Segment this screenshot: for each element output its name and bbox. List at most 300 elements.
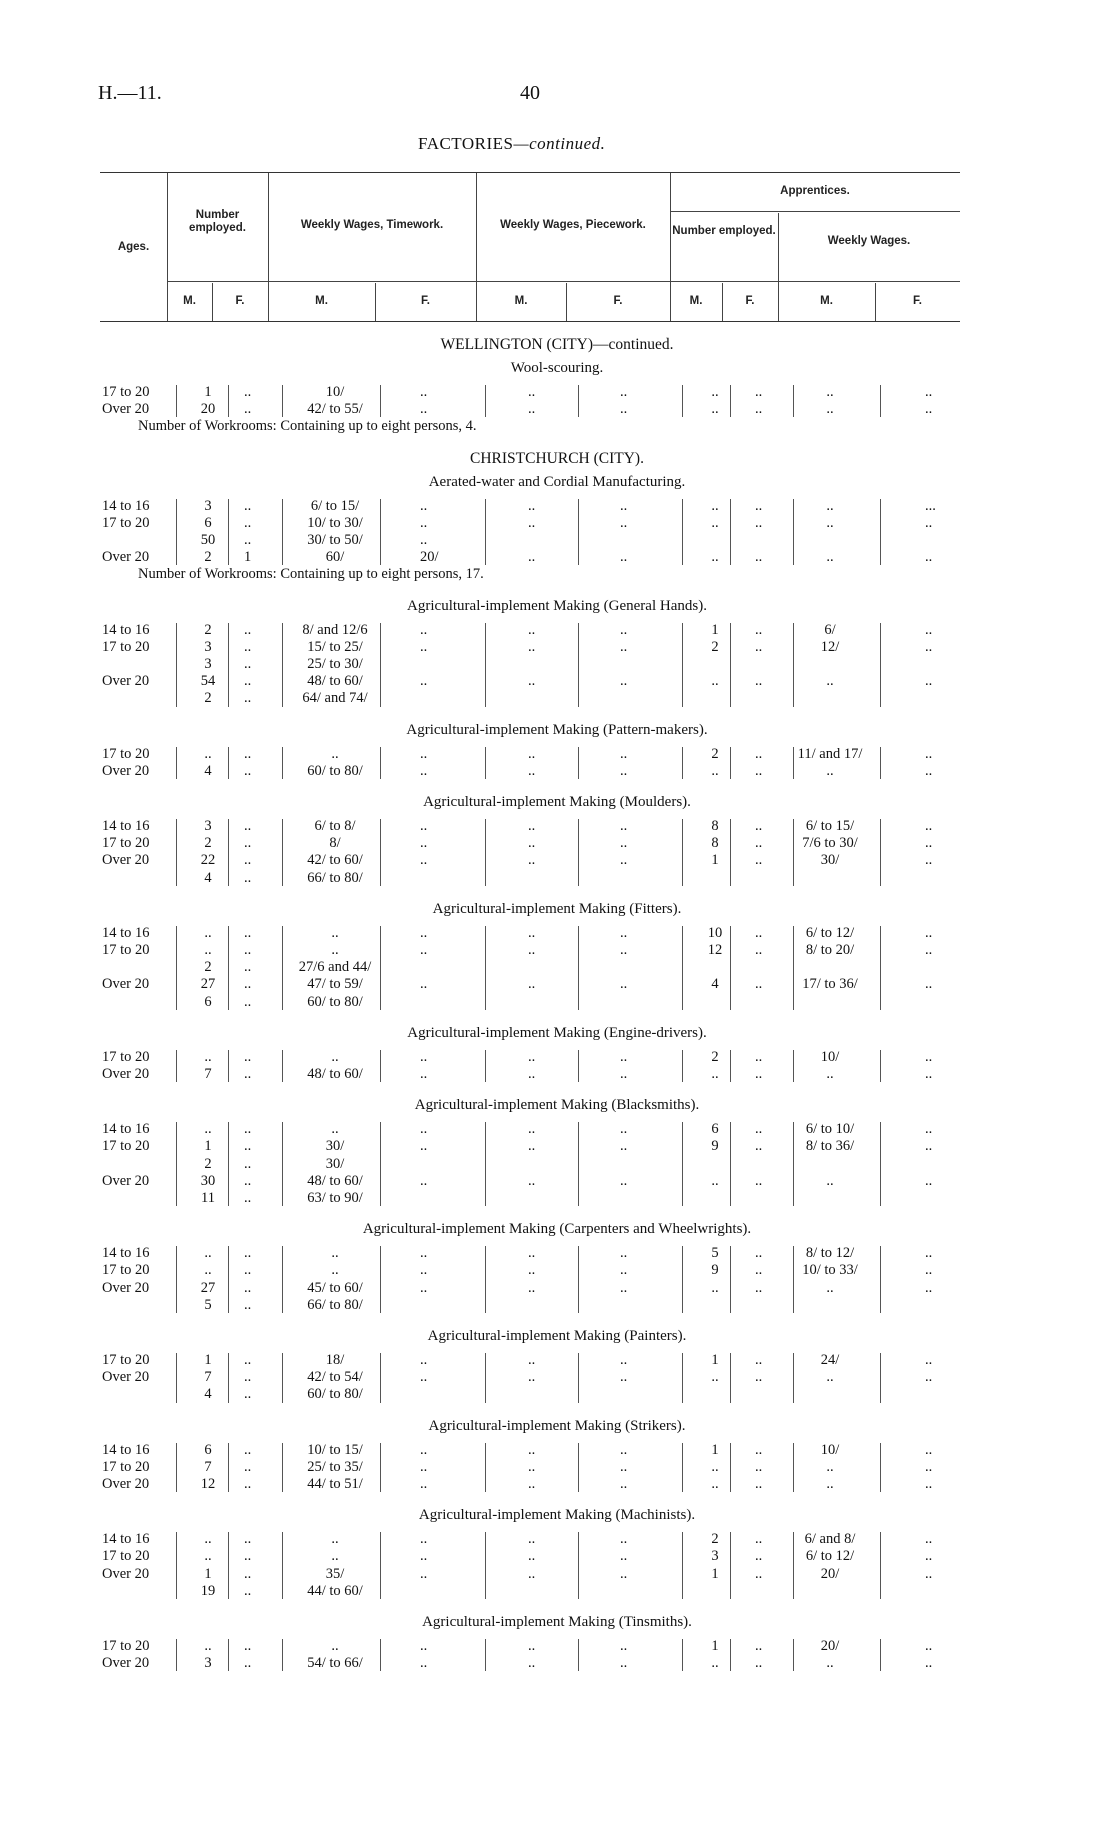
piecework-female-cell: ..: [620, 1441, 628, 1458]
table-row: [0, 852, 1114, 869]
timework-male-cell: 30/ to 50/: [307, 532, 363, 548]
piecework-female-cell: ..: [620, 852, 628, 869]
column-rule: [793, 1443, 794, 1493]
apprentice-number-female-cell: ..: [755, 673, 763, 690]
timework-male-cell: 48/ to 60/: [307, 673, 363, 690]
number-male-cell: ..: [204, 1121, 212, 1138]
apprentice-number-female-cell: ..: [755, 1441, 763, 1458]
number-female-cell: ..: [244, 1245, 252, 1262]
apprentice-number-female-cell: ..: [755, 835, 763, 852]
apprentice-wages-female-cell: ...: [925, 497, 936, 514]
piecework-male-cell: ..: [528, 673, 536, 690]
apprentice-number-female-cell: ..: [755, 1262, 763, 1279]
piecework-female-cell: ..: [620, 1476, 628, 1492]
column-rule: [228, 819, 229, 886]
age-cell: 14 to 16: [102, 1245, 150, 1262]
column-rule: [793, 385, 794, 417]
number-female-cell: ..: [244, 384, 252, 400]
age-cell: 14 to 16: [102, 1121, 150, 1138]
timework-female-cell: ..: [420, 514, 428, 531]
apprentice-wages-male-cell: 20/: [820, 1565, 840, 1582]
number-male-cell: 3: [204, 1655, 212, 1672]
number-male-cell: 6: [204, 514, 212, 531]
apprentice-number-male-cell: 8: [711, 835, 719, 852]
timework-male-cell: 42/ to 55/: [307, 401, 363, 418]
industry-heading: Agricultural-implement Making (Moulders).: [423, 794, 691, 810]
timework-female-cell: ..: [420, 1531, 428, 1548]
apprentice-number-male-cell: ..: [711, 1279, 719, 1296]
table-row: [0, 959, 1114, 976]
column-rule: [228, 1639, 229, 1671]
apprentice-number-male-cell: ..: [711, 401, 719, 418]
column-rule: [176, 385, 177, 417]
apprentice-number-male-cell: 1: [711, 1441, 719, 1458]
age-cell: 17 to 20: [102, 1048, 150, 1065]
number-female-cell: ..: [244, 514, 252, 531]
timework-male-cell: 66/ to 80/: [307, 1296, 363, 1313]
apprentice-wages-female-cell: ..: [925, 621, 933, 638]
piecework-female-cell: ..: [620, 514, 628, 531]
apprentice-number-male-cell: ..: [711, 1458, 719, 1475]
header-number-employed: Number employed.: [189, 209, 246, 234]
table-row: [0, 656, 1114, 673]
apprentice-number-female-cell: ..: [755, 1172, 763, 1189]
piecework-female-cell: ..: [620, 1262, 628, 1279]
piecework-female-cell: ..: [620, 638, 628, 655]
piecework-female-cell: ..: [620, 384, 628, 400]
column-rule: [682, 1246, 683, 1313]
number-female-cell: ..: [244, 835, 252, 852]
apprentice-number-female-cell: ..: [755, 401, 763, 418]
apprentice-wages-female-cell: ..: [925, 1638, 933, 1654]
column-rule: [228, 1532, 229, 1599]
apprentice-number-male-cell: ..: [711, 514, 719, 531]
number-female-cell: ..: [244, 690, 252, 707]
number-female-cell: ..: [244, 673, 252, 690]
column-rule: [578, 385, 579, 417]
industry-heading: Agricultural-implement Making (Fitters).: [432, 900, 682, 917]
piecework-female-cell: ..: [620, 1352, 628, 1368]
age-cell: 17 to 20: [102, 1638, 150, 1654]
industry-heading: Wool-scouring.: [510, 360, 604, 376]
piecework-female-cell: ..: [620, 1121, 628, 1138]
column-rule: [730, 623, 731, 707]
number-male-cell: ..: [204, 1548, 212, 1565]
header-f: F.: [421, 295, 430, 307]
table-row: [0, 532, 1114, 549]
number-female-cell: ..: [244, 401, 252, 418]
column-rule: [380, 385, 381, 417]
column-rule: [793, 1050, 794, 1082]
apprentice-wages-male-cell: 10/: [820, 1048, 840, 1065]
apprentice-number-male-cell: 2: [711, 1531, 719, 1548]
column-rule: [176, 747, 177, 779]
apprentice-number-male-cell: 2: [711, 638, 719, 655]
column-rule: [793, 819, 794, 886]
column-rule: [282, 1532, 283, 1599]
timework-male-cell: 25/ to 35/: [307, 1458, 363, 1475]
table-row: [0, 1190, 1114, 1207]
piecework-male-cell: ..: [528, 384, 536, 400]
column-rule: [380, 623, 381, 707]
number-female-cell: ..: [244, 1262, 252, 1279]
number-female-cell: ..: [244, 1369, 252, 1386]
column-rule: [578, 926, 579, 1010]
apprentice-number-female-cell: ..: [755, 1369, 763, 1386]
header-f: F.: [613, 295, 623, 307]
timework-male-cell: ..: [331, 745, 339, 762]
column-rule: [485, 623, 486, 707]
apprentice-number-female-cell: ..: [755, 1121, 763, 1138]
header-m: M.: [689, 295, 703, 307]
timework-male-cell: ..: [331, 1638, 339, 1654]
column-rule: [485, 1246, 486, 1313]
apprentice-number-female-cell: ..: [755, 1476, 763, 1492]
table-row: [0, 639, 1114, 656]
apprentice-wages-female-cell: ..: [925, 1531, 933, 1548]
apprentice-number-male-cell: 2: [711, 745, 719, 762]
apprentice-wages-female-cell: ..: [925, 1066, 933, 1082]
apprentice-wages-female-cell: ..: [925, 1352, 933, 1368]
piecework-female-cell: ..: [620, 673, 628, 690]
table-row: [0, 1262, 1114, 1279]
number-female-cell: ..: [244, 1565, 252, 1582]
apprentice-number-male-cell: 8: [711, 818, 719, 834]
column-rule: [730, 926, 731, 1010]
column-rule: [228, 747, 229, 779]
timework-female-cell: ..: [420, 1245, 428, 1262]
piecework-male-cell: ..: [528, 818, 536, 834]
apprentice-wages-female-cell: ..: [925, 1441, 933, 1458]
timework-female-cell: ..: [420, 1476, 428, 1492]
piecework-female-cell: ..: [620, 762, 628, 779]
apprentice-wages-female-cell: ..: [925, 1138, 933, 1155]
number-male-cell: 20: [200, 401, 216, 418]
timework-female-cell: ..: [420, 1121, 428, 1138]
header-weekly-piecework: Weekly Wages, Piecework.: [500, 219, 646, 231]
page-number: 40: [520, 82, 540, 104]
piecework-female-cell: ..: [620, 401, 628, 418]
age-cell: 17 to 20: [102, 514, 150, 531]
apprentice-wages-male-cell: 6/ to 12/: [805, 1548, 855, 1565]
table-row: [0, 763, 1114, 780]
apprentice-wages-male-cell: ..: [826, 1369, 834, 1386]
apprentice-wages-female-cell: ..: [925, 1121, 933, 1138]
piecework-female-cell: ..: [620, 497, 628, 514]
timework-male-cell: 15/ to 25/: [307, 638, 363, 655]
page-title: [418, 134, 605, 154]
apprentice-wages-female-cell: ..: [925, 1458, 933, 1475]
apprentice-wages-female-cell: ..: [925, 401, 933, 418]
number-female-cell: ..: [244, 1121, 252, 1138]
apprentice-wages-female-cell: ..: [925, 1655, 933, 1672]
piecework-male-cell: ..: [528, 549, 536, 566]
table-row: [0, 746, 1114, 763]
column-rule: [228, 499, 229, 566]
table-row: [0, 1297, 1114, 1314]
number-male-cell: 3: [204, 497, 212, 514]
piecework-male-cell: ..: [528, 1279, 536, 1296]
number-female-cell: ..: [244, 1066, 252, 1082]
number-male-cell: 22: [200, 852, 216, 869]
header-f: F.: [745, 295, 755, 307]
timework-female-cell: ..: [420, 1369, 428, 1386]
column-rule: [485, 1353, 486, 1403]
column-rule: [485, 1050, 486, 1082]
header-ages: Ages.: [117, 241, 150, 253]
apprentice-wages-male-cell: 6/ to 10/: [805, 1121, 855, 1138]
column-rule: [793, 623, 794, 707]
table-row: [0, 1369, 1114, 1386]
apprentice-wages-male-cell: ..: [826, 1476, 834, 1492]
apprentice-number-female-cell: ..: [755, 1565, 763, 1582]
column-rule: [880, 1353, 881, 1403]
apprentice-number-male-cell: ..: [711, 549, 719, 566]
number-male-cell: 4: [204, 1386, 212, 1403]
apprentice-wages-female-cell: ..: [925, 514, 933, 531]
column-rule: [578, 1443, 579, 1493]
timework-female-cell: ..: [420, 1138, 428, 1155]
timework-female-cell: ..: [420, 924, 428, 941]
age-cell: Over 20: [102, 1565, 150, 1582]
column-rule: [228, 926, 229, 1010]
header-m: M.: [820, 295, 833, 307]
piecework-female-cell: ..: [620, 1048, 628, 1065]
apprentice-wages-male-cell: ..: [826, 762, 834, 779]
column-rule: [485, 499, 486, 566]
column-rule: [282, 1443, 283, 1493]
number-male-cell: ..: [204, 1638, 212, 1654]
number-male-cell: 2: [204, 959, 212, 976]
piecework-female-cell: ..: [620, 942, 628, 958]
number-male-cell: 6: [204, 993, 212, 1010]
apprentice-wages-female-cell: ..: [925, 549, 933, 566]
apprentice-wages-male-cell: ..: [826, 384, 834, 400]
piecework-male-cell: ..: [528, 1565, 536, 1582]
column-rule: [682, 1353, 683, 1403]
piecework-male-cell: ..: [528, 1441, 536, 1458]
column-rule: [880, 926, 881, 1010]
column-rule: [485, 385, 486, 417]
number-female-cell: ..: [244, 1138, 252, 1155]
column-rule: [730, 1443, 731, 1493]
number-female-cell: ..: [244, 497, 252, 514]
apprentice-number-male-cell: 5: [711, 1245, 719, 1262]
table-row: [0, 1655, 1114, 1672]
piecework-female-cell: ..: [620, 1138, 628, 1155]
apprentice-number-male-cell: 1: [711, 1565, 719, 1582]
number-female-cell: ..: [244, 656, 252, 672]
piecework-male-cell: ..: [528, 1531, 536, 1548]
age-cell: 14 to 16: [102, 497, 150, 514]
apprentice-wages-female-cell: ..: [925, 1369, 933, 1386]
column-rule: [282, 385, 283, 417]
timework-male-cell: 6/ to 15/: [310, 497, 360, 514]
apprentice-number-female-cell: ..: [755, 1279, 763, 1296]
column-rule: [578, 1050, 579, 1082]
piecework-male-cell: ..: [528, 976, 536, 993]
table-row: [0, 1245, 1114, 1262]
apprentice-wages-female-cell: ..: [925, 1279, 933, 1296]
column-rule: [578, 499, 579, 566]
table-row: [0, 942, 1114, 959]
apprentice-wages-female-cell: ..: [925, 384, 933, 400]
number-male-cell: 4: [204, 762, 212, 779]
apprentice-wages-female-cell: ..: [925, 924, 933, 941]
age-cell: Over 20: [102, 976, 150, 993]
number-female-cell: ..: [244, 1458, 252, 1475]
column-rule: [176, 1353, 177, 1403]
number-female-cell: ..: [244, 1155, 252, 1172]
workrooms-note: Number of Workrooms: Containing up to eight persons, 4.: [138, 418, 477, 435]
column-rule: [730, 1246, 731, 1313]
apprentice-number-female-cell: ..: [755, 1352, 763, 1368]
timework-female-cell: ..: [420, 942, 428, 958]
column-rule: [282, 623, 283, 707]
column-rule: [682, 819, 683, 886]
apprentice-wages-male-cell: ..: [826, 1458, 834, 1475]
apprentice-wages-female-cell: ..: [925, 1565, 933, 1582]
age-cell: 17 to 20: [102, 942, 150, 958]
column-rule: [485, 926, 486, 1010]
column-rule: [228, 1246, 229, 1313]
column-rule: [880, 385, 881, 417]
number-male-cell: 19: [200, 1582, 216, 1599]
column-header: [100, 172, 960, 322]
column-rule: [682, 385, 683, 417]
column-rule: [880, 1639, 881, 1671]
piecework-male-cell: ..: [528, 621, 536, 638]
timework-female-cell: ..: [420, 1048, 428, 1065]
column-rule: [880, 623, 881, 707]
apprentice-wages-male-cell: ..: [826, 497, 834, 514]
timework-male-cell: 48/ to 60/: [307, 1172, 363, 1189]
column-rule: [578, 1122, 579, 1206]
apprentice-number-male-cell: ..: [711, 762, 719, 779]
timework-male-cell: 47/ to 59/: [307, 976, 363, 993]
number-female-cell: ..: [244, 621, 252, 638]
apprentice-number-male-cell: ..: [711, 1655, 719, 1672]
number-male-cell: 7: [204, 1066, 212, 1082]
column-rule: [380, 499, 381, 566]
number-male-cell: 5: [204, 1296, 212, 1313]
column-rule: [578, 623, 579, 707]
column-rule: [176, 499, 177, 566]
piecework-male-cell: ..: [528, 852, 536, 869]
column-rule: [793, 1532, 794, 1599]
timework-male-cell: 8/: [329, 835, 341, 852]
column-rule: [485, 1122, 486, 1206]
age-cell: 17 to 20: [102, 638, 150, 655]
column-rule: [880, 499, 881, 566]
header-apprentices: Apprentices.: [780, 185, 850, 197]
number-male-cell: 7: [204, 1458, 212, 1475]
column-rule: [176, 1443, 177, 1493]
apprentice-wages-male-cell: 7/6 to 30/: [802, 835, 858, 852]
apprentice-wages-male-cell: 6/ to 12/: [805, 924, 855, 941]
industry-heading: Aerated-water and Cordial Manufacturing.: [428, 473, 686, 490]
column-rule: [282, 1353, 283, 1403]
column-rule: [228, 1050, 229, 1082]
age-cell: 17 to 20: [102, 1262, 150, 1279]
timework-male-cell: 6/ to 8/: [314, 818, 356, 834]
timework-male-cell: ..: [331, 924, 339, 941]
table-row: [0, 1352, 1114, 1369]
timework-female-cell: ..: [420, 1066, 428, 1082]
number-female-cell: ..: [244, 1638, 252, 1654]
timework-female-cell: ..: [420, 835, 428, 852]
industry-heading: Agricultural-implement Making (Strikers).: [428, 1417, 686, 1434]
industry-heading: Agricultural-implement Making (Carpenters and Wheelwrights).: [362, 1221, 752, 1238]
piecework-male-cell: ..: [528, 924, 536, 941]
column-rule: [380, 1639, 381, 1671]
table-row: [0, 384, 1114, 401]
column-rule: [880, 747, 881, 779]
number-male-cell: 27: [200, 1279, 216, 1296]
piecework-male-cell: ..: [528, 514, 536, 531]
number-male-cell: 3: [204, 656, 212, 672]
table-row: [0, 1442, 1114, 1459]
number-male-cell: ..: [204, 924, 212, 941]
apprentice-wages-male-cell: 24/: [820, 1352, 840, 1368]
apprentice-wages-female-cell: ..: [925, 745, 933, 762]
piecework-female-cell: ..: [620, 976, 628, 993]
apprentice-number-female-cell: ..: [755, 549, 763, 566]
table-row: [0, 1066, 1114, 1083]
apprentice-number-male-cell: ..: [711, 1172, 719, 1189]
apprentice-wages-male-cell: ..: [826, 1066, 834, 1082]
age-cell: Over 20: [102, 1655, 150, 1672]
piecework-female-cell: ..: [620, 1565, 628, 1582]
age-cell: Over 20: [102, 1369, 150, 1386]
table-row: [0, 673, 1114, 690]
apprentice-wages-female-cell: ..: [925, 818, 933, 834]
timework-male-cell: ..: [331, 1548, 339, 1565]
apprentice-number-female-cell: ..: [755, 1245, 763, 1262]
timework-male-cell: ..: [331, 1048, 339, 1065]
apprentice-wages-male-cell: 6/ and 8/: [804, 1531, 856, 1548]
piecework-male-cell: ..: [528, 1476, 536, 1492]
number-male-cell: 1: [204, 1138, 212, 1155]
timework-male-cell: ..: [331, 1262, 339, 1279]
column-rule: [228, 385, 229, 417]
apprentice-number-male-cell: 9: [711, 1138, 719, 1155]
column-rule: [730, 1122, 731, 1206]
column-rule: [682, 499, 683, 566]
timework-male-cell: 63/ to 90/: [307, 1190, 363, 1206]
column-rule: [176, 1246, 177, 1313]
number-male-cell: 11: [201, 1190, 215, 1206]
table-row: [0, 994, 1114, 1011]
number-female-cell: ..: [244, 976, 252, 993]
column-rule: [380, 1050, 381, 1082]
age-cell: Over 20: [102, 1476, 150, 1492]
column-rule: [380, 1122, 381, 1206]
age-cell: Over 20: [102, 1279, 150, 1296]
apprentice-number-male-cell: ..: [711, 497, 719, 514]
column-rule: [176, 819, 177, 886]
number-male-cell: 2: [204, 549, 212, 566]
column-rule: [282, 499, 283, 566]
piecework-female-cell: ..: [620, 621, 628, 638]
apprentice-number-male-cell: ..: [711, 1066, 719, 1082]
piecework-female-cell: ..: [620, 1638, 628, 1654]
number-female-cell: ..: [244, 1296, 252, 1313]
timework-male-cell: 60/ to 80/: [307, 1386, 363, 1403]
column-rule: [793, 926, 794, 1010]
apprentice-wages-male-cell: 17/ to 36/: [802, 976, 858, 993]
column-rule: [682, 1122, 683, 1206]
